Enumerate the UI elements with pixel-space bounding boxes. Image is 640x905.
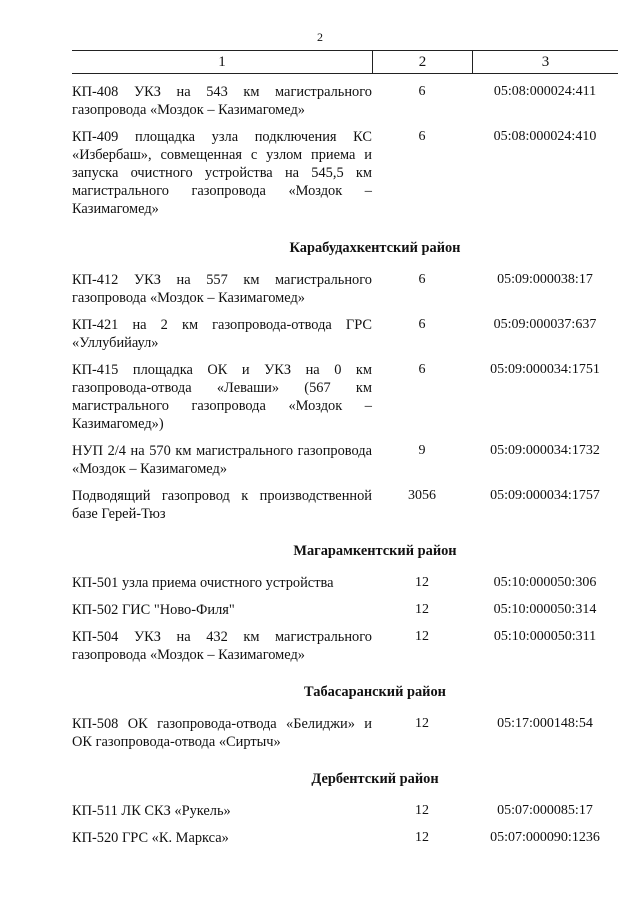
row-area: 12 — [415, 830, 429, 845]
district-heading: Табасаранский район — [304, 684, 446, 700]
row-area: 9 — [418, 443, 426, 458]
row-cadastral-number: 05:08:000024:410 — [493, 129, 597, 144]
row-area: 6 — [418, 129, 426, 144]
table-row — [72, 829, 618, 847]
header-col-3: 3 — [472, 51, 618, 73]
table-row — [72, 83, 618, 119]
table-row — [72, 628, 618, 664]
table-row — [72, 715, 618, 751]
row-cadastral-number: 05:07:000090:1236 — [490, 830, 600, 845]
row-area: 12 — [415, 629, 429, 644]
row-description: КП-501 узла приема очистного устройства — [72, 575, 334, 591]
table-row — [72, 574, 618, 592]
row-area: 6 — [418, 362, 426, 377]
row-cadastral-number: 05:10:000050:314 — [493, 602, 597, 617]
row-cadastral-number: 05:08:000024:411 — [493, 84, 597, 99]
row-description: Подводящий газопровод к производственной базе Герей-Тюз — [72, 488, 372, 522]
row-area: 12 — [415, 602, 429, 617]
row-area: 6 — [418, 272, 426, 287]
table-header — [72, 50, 618, 74]
row-description: КП-408 УКЗ на 543 км магистрального газопровода «Моздок – Казимагомед» — [72, 84, 372, 118]
row-cadastral-number: 05:09:000034:1757 — [490, 488, 600, 503]
row-description: КП-409 площадка узла подключения КС «Избербаш», совмещенная с узлом приема и запуска очистного устройства на 545,5 км магистрального газопровода «Моздок – Казимагомед» — [72, 129, 372, 217]
row-cadastral-number: 05:17:000148:54 — [497, 716, 593, 731]
district-heading: Карабудахкентский район — [289, 240, 461, 256]
row-area: 12 — [415, 716, 429, 731]
table-row — [72, 802, 618, 820]
document-table — [72, 50, 618, 847]
district-heading: Дербентский район — [311, 771, 439, 787]
table-row — [72, 361, 618, 433]
table-row — [72, 128, 618, 218]
row-description: КП-502 ГИС "Ново-Филя" — [72, 602, 235, 618]
row-cadastral-number: 05:09:000038:17 — [497, 272, 593, 287]
row-description: КП-415 площадка ОК и УКЗ на 0 км газопровода-отвода «Леваши» (567 км магистрального газопровода «Моздок – Казимагомед») — [72, 362, 372, 432]
row-area: 12 — [415, 575, 429, 590]
row-description: КП-504 УКЗ на 432 км магистрального газопровода «Моздок – Казимагомед» — [72, 629, 372, 663]
row-cadastral-number: 05:09:000034:1751 — [490, 362, 600, 377]
row-area: 12 — [415, 803, 429, 818]
row-area: 6 — [418, 317, 426, 332]
district-heading: Магарамкентский район — [293, 543, 457, 559]
row-area: 3056 — [408, 488, 436, 503]
row-description: КП-511 ЛК СКЗ «Рукель» — [72, 803, 231, 819]
table-row — [72, 487, 618, 523]
table-row — [72, 316, 618, 352]
page-number: 2 — [317, 30, 323, 44]
row-cadastral-number: 05:10:000050:306 — [493, 575, 597, 590]
row-cadastral-number: 05:09:000034:1732 — [490, 443, 600, 458]
table-row — [72, 442, 618, 478]
table-row — [72, 601, 618, 619]
row-description: КП-508 ОК газопровода-отвода «Белиджи» и ОК газопровода-отвода «Сиртыч» — [72, 716, 372, 750]
table-row — [72, 271, 618, 307]
row-description: КП-520 ГРС «К. Маркса» — [72, 830, 229, 846]
row-description: НУП 2/4 на 570 км магистрального газопровода «Моздок – Казимагомед» — [72, 443, 372, 477]
row-description: КП-412 УКЗ на 557 км магистрального газопровода «Моздок – Казимагомед» — [72, 272, 372, 306]
row-description: КП-421 на 2 км газопровода-отвода ГРС «Уллубийаул» — [72, 317, 372, 351]
row-cadastral-number: 05:10:000050:311 — [493, 629, 597, 644]
row-area: 6 — [418, 84, 426, 99]
row-cadastral-number: 05:09:000037:637 — [493, 317, 597, 332]
header-col-2: 2 — [372, 51, 472, 73]
table-body — [72, 83, 618, 847]
row-cadastral-number: 05:07:000085:17 — [497, 803, 593, 818]
header-col-1: 1 — [218, 54, 226, 70]
